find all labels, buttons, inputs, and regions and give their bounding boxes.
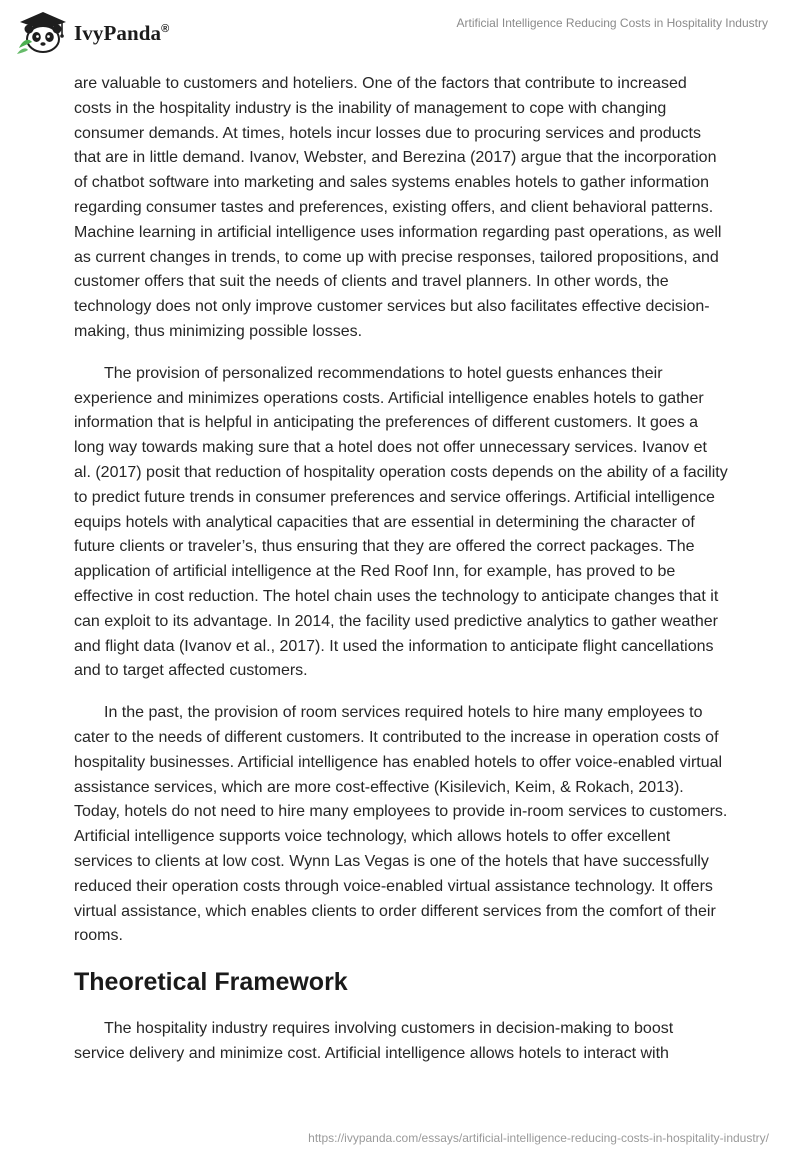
source-url[interactable]: https://ivypanda.com/essays/artificial-intelligence-reducing-costs-in-hospitality-industry/: [308, 1131, 769, 1145]
panda-graduate-icon: [14, 8, 70, 56]
body-paragraph: are valuable to customers and hoteliers. One of the factors that contribute to increased costs in the hospitality industry is the inability of management to cope with changing consumer demands. At times, hotels incur losses due to procuring services and products that are in little demand. Ivanov, Webster, and Berezina (2017) argue that the incorporation of chatbot software into marketing and sales systems enables hotels to gather information regarding consumer tastes and preferences, existing offers, and client behavioral patterns. Machine learning in artificial intelligence uses information regarding past operations, as well as current changes in trends, to come up with precise responses, tailored propositions, and customer offers that suit the needs of clients and travel planners. In other words, the technology does not only improve customer services but also facilitates effective decision-making, thus minimizing possible losses.: [74, 75, 722, 340]
page-header: [0, 0, 800, 64]
body-paragraph: In the past, the provision of room services required hotels to hire many employees to cater to the needs of different customers. It contributed to the increase in operation costs of hospitality businesses. Artificial intelligence has enabled hotels to offer voice-enabled virtual assistance services, which are more cost-effective (Kisilevich, Keim, & Rokach, 2013). Today, hotels do not need to hire many employees to provide in-room services to customers. Artificial intelligence supports voice technology, which allows hotels to offer excellent services to clients at low cost. Wynn Las Vegas is one of the hotels that have successfully reduced their operation costs through voice-enabled virtual assistance technology. It offers virtual assistance, which enables clients to order different services from the comfort of their rooms.: [74, 704, 728, 945]
document-title: Artificial Intelligence Reducing Costs in Hospitality Industry: [456, 16, 768, 30]
registered-mark: ®: [161, 22, 170, 35]
essay-body: [74, 72, 728, 1084]
section-heading: Theoretical Framework: [74, 968, 348, 997]
body-paragraph: The provision of personalized recommendations to hotel guests enhances their experience and minimizes operations costs. Artificial intelligence enables hotels to gather information that is helpful in anticipating the preferences of different customers. It goes a long way towards making sure that a hotel does not offer unnecessary services. Ivanov et al. (2017) posit that reduction of hospitality operation costs depends on the ability of a facility to predict future trends in consumer preferences and service offerings. Artificial intelligence equips hotels with analytical capacities that are essential in determining the character of future clients or traveler’s, thus ensuring that they are offered the correct packages. The application of artificial intelligence at the Red Roof Inn, for example, has proved to be effective in cost reduction. The hotel chain uses the technology to anticipate changes that it can exploit to its advantage. In 2014, the facility used predictive analytics to gather weather and flight data (Ivanov et al., 2017). It used the information to anticipate flight cancellations and to target affected customers.: [74, 364, 728, 680]
logo-text: IvyPanda®: [74, 20, 170, 45]
ivypanda-logo[interactable]: [14, 8, 169, 56]
body-paragraph: The hospitality industry requires involving customers in decision-making to boost service delivery and minimize cost. Artificial intelligence allows hotels to interact with: [74, 1020, 674, 1062]
